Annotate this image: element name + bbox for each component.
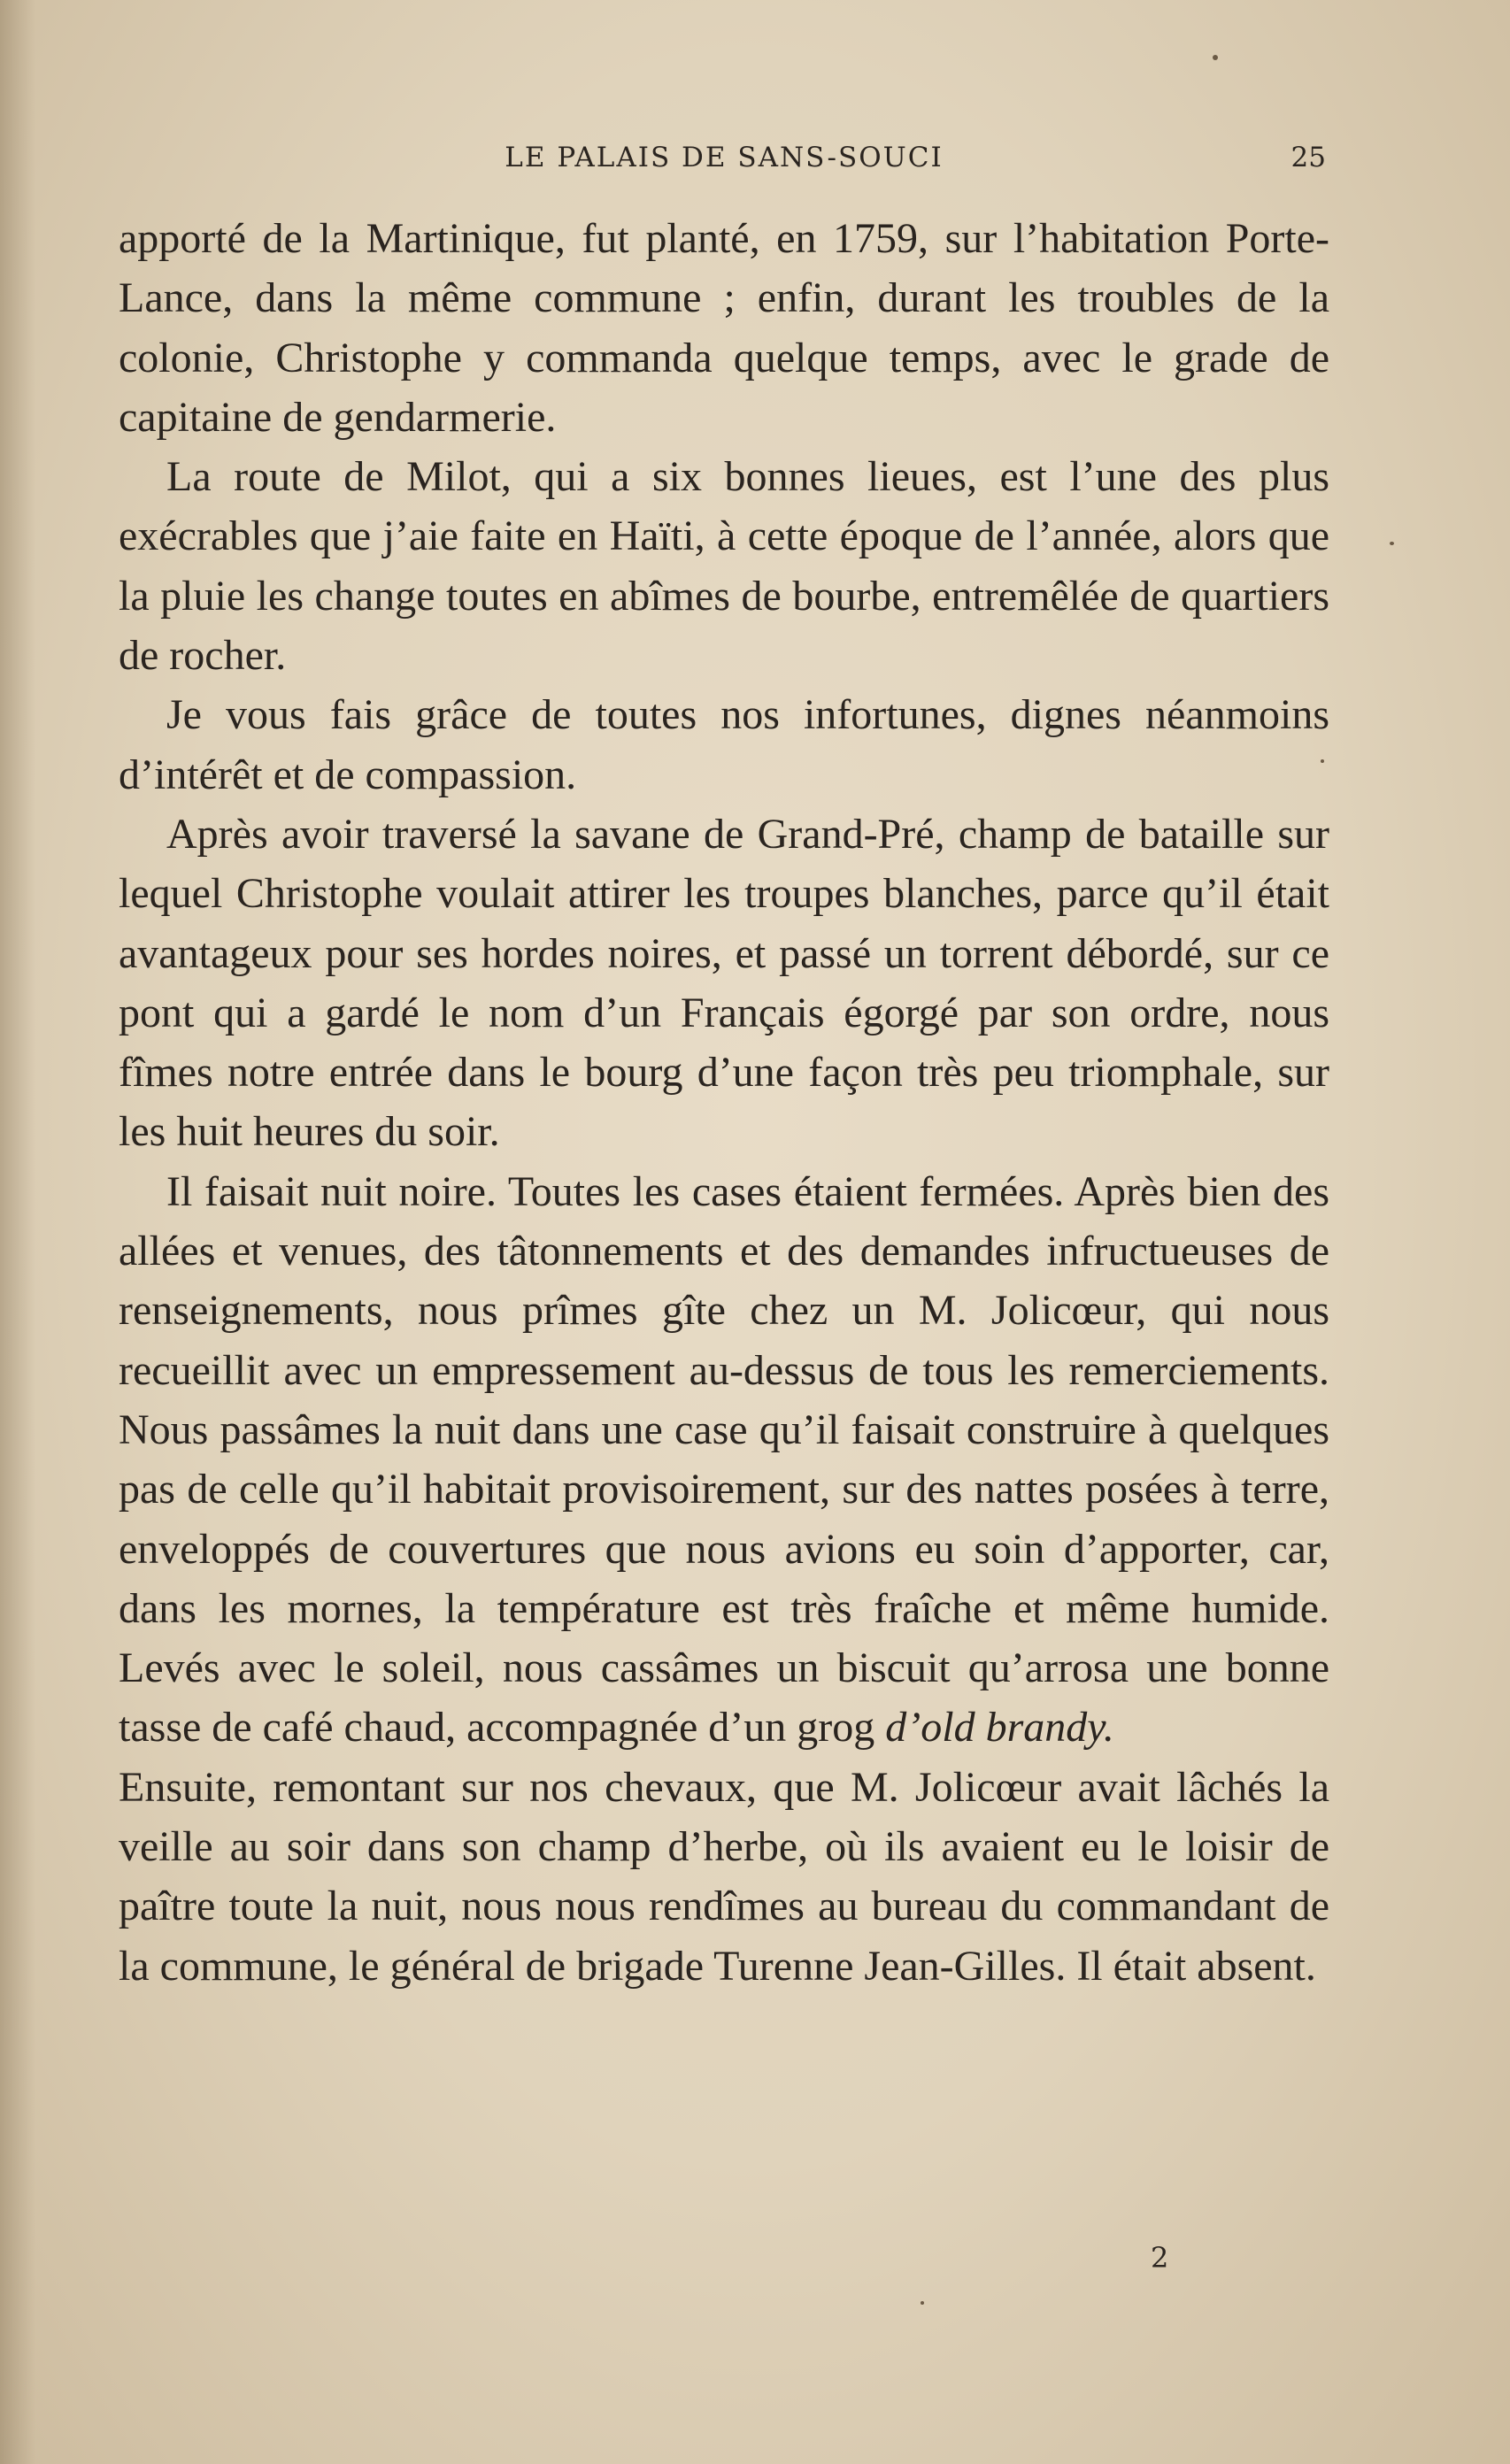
signature-mark: 2 xyxy=(1151,2241,1169,2275)
paper-speck xyxy=(1390,542,1394,545)
paper-speck xyxy=(1213,55,1218,60)
paragraph xyxy=(119,1162,1329,1758)
spine-shadow xyxy=(0,0,35,2464)
page-number: 25 xyxy=(1290,142,1326,173)
paper-speck xyxy=(1321,759,1324,763)
paragraph: La route de Milot, qui a six bonnes lieues, est l’une des plus exécrables que j’aie faite en Haïti, à cette époque de l’année, alors que la pluie les change toutes en abîmes de bourbe, entremêlée de quartiers de rocher. xyxy=(119,453,1329,680)
paragraph: Ensuite, remontant sur nos chevaux, que M. Jolicœur avait lâchés la veille au soir dans son champ d’herbe, où ils avaient eu le loisir de paître toute la nuit, nous nous rendîmes au bureau du commandant de la commune, le général de brigade Turenne Jean-Gilles. Il était absent. xyxy=(119,1763,1329,1990)
paragraph-continuation: apporté de la Martinique, fut planté, en 1759, sur l’habitation Porte-Lance, dans la même commune ; enfin, durant les troubles de la colonie, Christophe y commanda quelque temps, avec le grade de capitaine de gendarmerie. xyxy=(119,215,1329,441)
paragraph: Je vous fais grâce de toutes nos infortunes, dignes néanmoins d’intérêt et de compassion. xyxy=(119,691,1329,798)
running-title: LE PALAIS DE SANS-SOUCI xyxy=(505,142,944,173)
paper-speck xyxy=(921,2301,924,2305)
italic-phrase: d’old brandy. xyxy=(885,1704,1114,1752)
paragraph: Après avoir traversé la savane de Grand-Pré, champ de bataille sur lequel Christophe voulait attirer les troupes blanches, parce qu’il était avantageux pour ses hordes noires, et passé un torrent débordé, sur ce pont qui a gardé le nom d’un Français égorgé par son ordre, nous fîmes notre entrée dans le bourg d’une façon très peu triomphale, sur les huit heures du soir. xyxy=(119,810,1329,1156)
body-text xyxy=(119,209,1329,1996)
page-header xyxy=(122,142,1326,184)
paragraph-text: Il faisait nuit noire. Toutes les cases étaient fermées. Après bien des allées et venues, des tâtonnements et des demandes infructueuses de renseignements, nous prîmes gîte chez un M. Jolicœur, qui nous recueillit avec un empressement au-dessus de tous les remerciements. Nous passâmes la nuit dans une case qu’il faisait construire à quelques pas de celle qu’il habitait provisoirement, sur des nattes posées à terre, enveloppés de couvertures que nous avions eu soin d’apporter, car, dans les mornes, la température est très fraîche et même humide. Levés avec le soleil, nous cassâmes un biscuit qu’arrosa une bonne tasse de café chaud, accompagnée d’un grog xyxy=(119,1167,1329,1752)
